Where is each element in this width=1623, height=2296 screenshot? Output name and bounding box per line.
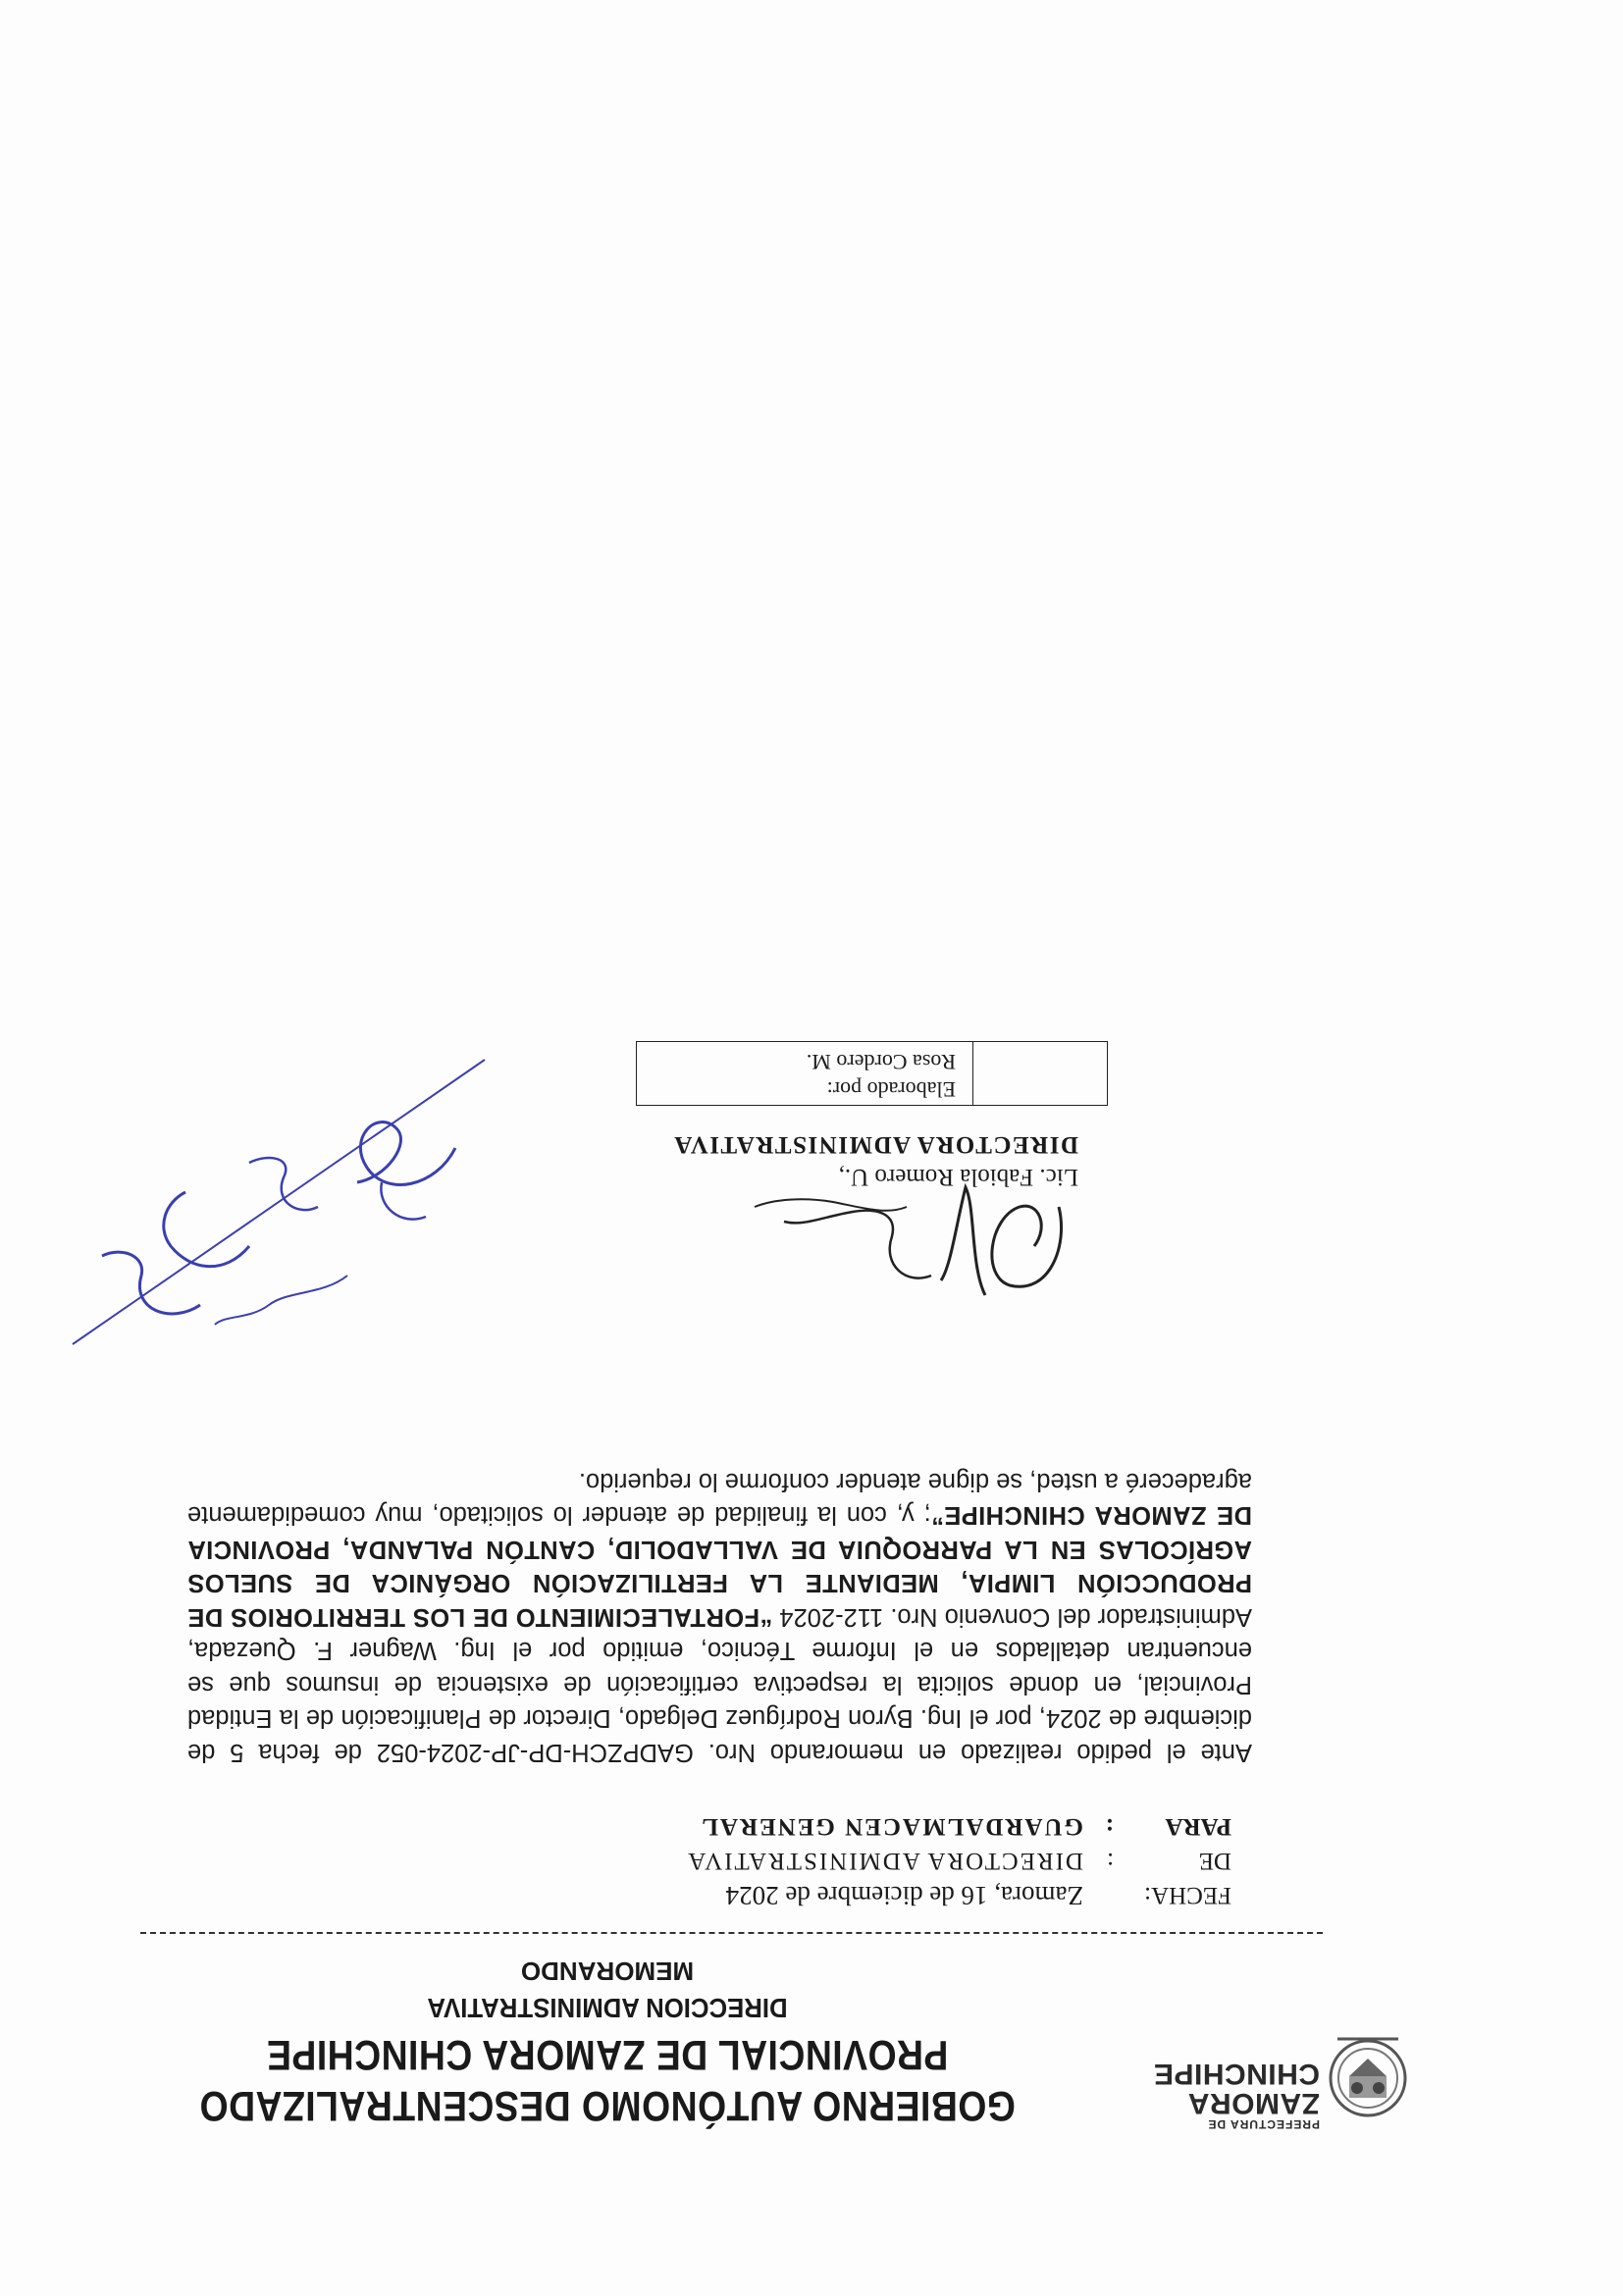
logo-wordmark — [1153, 2058, 1320, 2131]
de-label: DE — [1198, 1848, 1231, 1874]
para-label: PARA — [1165, 1813, 1231, 1840]
received-stamp-handwriting — [63, 1050, 495, 1364]
para-value: GUARDALMACEN GENERAL — [700, 1813, 1083, 1840]
dashed-divider — [140, 1932, 1323, 1934]
document-type: MEMORANDO — [520, 1957, 695, 1986]
logo-line-2: CHINCHIPE — [1153, 2058, 1320, 2090]
logo-line-1: ZAMORA — [1187, 2087, 1320, 2119]
body-text-part-1: Ante el pedido realizado en memorando Nro. GADPZCH-DP-JP-2024-052 de fecha 5 de diciembre de 2024, por el Ing. Byron Rodríguez Delgado, Director de Planificación de la Entidad Provincial, en donde solicita la respectiva certificación de existencia de insumos que se encuentran detallados en el Informe Técnico, emitido por el Ing. Wagner F. Quezada, Administrador del Convenio Nro. 112-2024 — [187, 1603, 1252, 1766]
logo-small-text: PREFECTURA DE — [1207, 2117, 1320, 2131]
department-title: DIRECCION ADMINISTRATIVA — [427, 1993, 788, 2023]
prefectura-seal-icon — [1328, 2019, 1408, 2137]
de-value: DIRECTORA ADMINISTRATIVA — [686, 1848, 1083, 1874]
prepared-by-label: Elaborado por: — [826, 1077, 956, 1102]
signatory-name: Lic. Fabiola Romero U., — [838, 1164, 1078, 1190]
fecha-label: FECHA: — [1144, 1882, 1231, 1908]
project-title: “FORTALECIMIENTO DE LOS TERRITORIOS DE PRODUCCIÓN LIMPIA, MEDIANTE LA FERTILIZACIÓN ORGÁNICA DE SUELOS AGRÍCOLAS EN LA PARROQUIA DE VALLADOLID, CANTÓN PALANDA, PROVINCIA DE ZAMORA CHINCHIPE” — [187, 1501, 1252, 1631]
de-colon: : — [1107, 1848, 1114, 1874]
signatory-title: DIRECTORA ADMINISTRATIVA — [672, 1131, 1078, 1158]
director-signature — [745, 1177, 1078, 1325]
memo-body-paragraph — [187, 1465, 1252, 1770]
para-colon: : — [1105, 1813, 1114, 1840]
prepared-by-initials-cell — [972, 1042, 1107, 1105]
body-text-part-2: ; y, con la finalidad de atender lo solicitado, muy comedidamente agradeceré a usted, se digne atender conforme lo requerido. — [186, 1468, 1252, 1530]
prepared-by-name: Rosa Cordero M. — [806, 1050, 956, 1074]
organization-title-line-1: GOBIERNO AUTÓNOMO DESCENTRALIZADO — [199, 2082, 1016, 2129]
fecha-value: Zamora, 16 de diciembre de 2024 — [725, 1881, 1083, 1910]
organization-title-line-2: PROVINCIAL DE ZAMORA CHINCHIPE — [266, 2031, 949, 2078]
